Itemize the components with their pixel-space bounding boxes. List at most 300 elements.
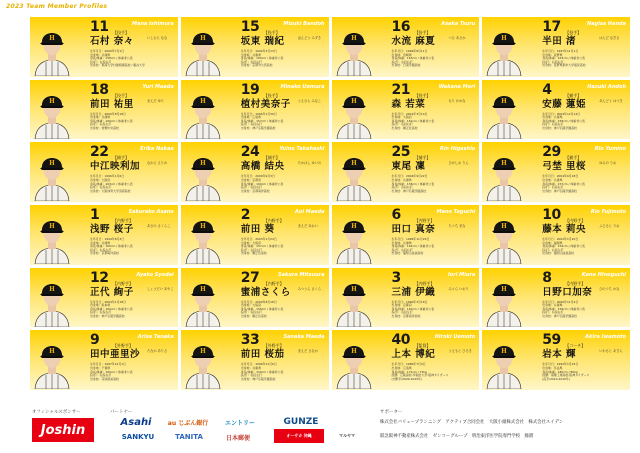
player-info xyxy=(542,50,585,68)
player-info-line: 経歴：南陽工業高校-阪神タイガース xyxy=(542,373,590,378)
player-photo-icon xyxy=(334,333,374,389)
player-card xyxy=(181,142,329,202)
uniform-number: 12 xyxy=(90,269,109,286)
player-info-line: 出身校：履正社高校 xyxy=(240,251,267,256)
player-photo xyxy=(183,333,223,389)
player-roman-name: Akira Iwamoto xyxy=(585,334,626,341)
svg-text:H: H xyxy=(350,160,357,168)
player-photo xyxy=(484,20,524,76)
uniform-number: 3 xyxy=(391,269,401,286)
player-card xyxy=(482,17,630,77)
player-info-line: 投/打：右投右打 xyxy=(542,310,564,315)
svg-text:H: H xyxy=(350,223,357,230)
player-info-line: 出身校：福知山成美高校 xyxy=(391,251,424,256)
player-info-line: 出身校：日南学園高校 xyxy=(391,63,421,68)
player-info xyxy=(392,301,435,319)
player-info xyxy=(392,238,435,256)
player-roman-name: Rio Fujimoto xyxy=(590,209,626,215)
player-position: 【内野手】 xyxy=(263,280,284,286)
player-position: 【投手】 xyxy=(414,92,431,98)
player-photo xyxy=(334,271,374,327)
svg-text:H: H xyxy=(501,348,508,356)
player-info-line: 生年月日：2004年6月18日 xyxy=(542,174,579,179)
player-info xyxy=(542,301,585,319)
player-photo xyxy=(484,271,524,327)
player-photo xyxy=(32,208,72,264)
player-kana: たぐち まな xyxy=(448,224,466,228)
player-photo xyxy=(183,83,223,139)
player-info-line: 生年月日：1994年8月3日 xyxy=(90,237,125,241)
player-card xyxy=(181,205,329,265)
player-info-line: 生年月日：1996年11月6日 xyxy=(240,362,277,367)
player-info-line: 投/打：右投右打 xyxy=(90,59,112,64)
uniform-number: 15 xyxy=(240,19,260,35)
player-grid xyxy=(30,17,630,390)
player-info-line: 出身校：神戸弘陵学園高校 xyxy=(542,188,577,193)
player-position: 【外野手】 xyxy=(263,343,284,349)
player-photo-icon xyxy=(32,83,72,139)
player-photo xyxy=(334,208,374,264)
player-photo xyxy=(183,145,223,201)
player-info-line: 出身校：履正社高校 xyxy=(391,126,418,131)
player-info-line: 出身地：大阪府 xyxy=(90,177,111,182)
player-info-line: 生年月日：1990年3月18日 xyxy=(391,299,428,304)
player-info-line: 出身地：兵庫県 xyxy=(391,240,412,245)
uniform-number: 18 xyxy=(90,81,109,98)
player-info-line: 身長/体重：157cm / 体重非公表 xyxy=(240,118,284,123)
player-name: 高橋 結央 xyxy=(240,161,285,173)
player-card xyxy=(30,330,178,390)
player-photo xyxy=(334,20,374,76)
player-name: 岩本 輝 xyxy=(542,349,577,361)
uniform-number: 4 xyxy=(542,81,552,98)
player-info-line: 投/打：右投右打 xyxy=(90,185,112,190)
player-card xyxy=(30,142,178,202)
player-position: 【外野手】 xyxy=(113,343,133,349)
player-info-line: 出身校：福知山成美高校 xyxy=(542,251,575,256)
svg-text:H: H xyxy=(501,97,508,105)
player-card xyxy=(30,17,178,77)
player-info-line: 投/打：右投右打 xyxy=(240,122,262,127)
uniform-number: 22 xyxy=(90,144,109,161)
player-info-line: 身長/体重：160cm / 体重非公表 xyxy=(240,56,284,61)
player-photo xyxy=(183,271,223,327)
player-info-line: 出身校：大阪体育大学浪商高校 xyxy=(90,188,131,193)
player-info-line: 投/打：右投右打 xyxy=(90,310,112,315)
player-info xyxy=(241,238,284,256)
player-info-line: 投/打：右投右打 xyxy=(542,122,564,127)
player-info-line: 投/打：右投右打 xyxy=(542,185,564,190)
player-photo-icon xyxy=(334,145,374,201)
player-position: 【内野手】 xyxy=(113,218,133,223)
player-info-line: 経歴：広陵高校-早稲田大学-阪神タイガース xyxy=(391,373,449,378)
player-info xyxy=(90,50,145,68)
player-kana: ふじもと りお xyxy=(599,224,620,228)
player-roman-name: Mizuki Bandoh xyxy=(283,21,325,27)
player-info-line: (投手/2010-2020年) xyxy=(542,376,570,381)
player-info-line: 身長/体重：158cm / 体重非公表 xyxy=(391,181,435,186)
player-info xyxy=(542,175,585,193)
uniform-number: 25 xyxy=(391,144,410,161)
player-info-line: 身長/体重：157cm / 体重非公表 xyxy=(542,181,585,186)
player-info-line: 身長/体重：162cm / 体重非公表 xyxy=(391,118,435,123)
player-info-line: 生年月日：1999年8月11日 xyxy=(391,49,428,53)
player-info-line: 生年月日：2004年12月14日 xyxy=(542,111,581,116)
player-photo xyxy=(484,145,524,201)
player-name: 中江映利加 xyxy=(90,161,141,173)
player-info-line: 身長/体重：160cm / 体重非公表 xyxy=(90,118,133,123)
player-info-line: 投/打：右投右打 xyxy=(90,247,112,252)
player-info xyxy=(392,50,435,68)
entry-logo: エントリー xyxy=(224,419,255,427)
player-photo-icon xyxy=(183,271,223,327)
player-info-line: 出身地：兵庫県 xyxy=(542,177,563,182)
player-info-line: 身長/体重：162cm / 体重非公表 xyxy=(391,244,435,249)
svg-text:H: H xyxy=(199,35,206,42)
player-info xyxy=(542,113,585,131)
player-photo-icon xyxy=(484,208,524,264)
uniform-number: 6 xyxy=(391,207,401,223)
player-roman-name: Aoi Maeda xyxy=(295,209,325,215)
player-photo xyxy=(334,333,374,389)
svg-text:H: H xyxy=(199,97,206,105)
player-photo xyxy=(334,145,374,201)
player-name: 田口 真奈 xyxy=(391,224,436,235)
player-info-line: 出身地：千葉県 xyxy=(90,365,111,370)
player-info-line: 出身地：大阪府 xyxy=(391,115,412,120)
player-kana: ゆみの りお xyxy=(599,161,617,166)
player-position: 【内野手】 xyxy=(565,218,586,223)
joshin-logo: Joshin xyxy=(32,418,94,442)
uniform-number: 17 xyxy=(542,19,561,35)
player-roman-name: Erika Nakae xyxy=(140,146,174,153)
player-info-line: 出身地：兵庫県 xyxy=(240,52,261,57)
player-photo-icon xyxy=(334,271,374,327)
uniform-number: 8 xyxy=(542,269,552,286)
player-info-line: 出身地：兵庫県 xyxy=(90,52,111,57)
player-info-line: 投/打：右投右打 xyxy=(240,310,262,315)
okinawa-logo: オーサカ 沖縄 xyxy=(274,429,324,443)
player-info-line: 生年月日：1996年1月6日 xyxy=(90,174,125,179)
player-info-line: 身長/体重：158cm / 体重非公表 xyxy=(542,118,585,123)
player-info xyxy=(241,301,284,319)
player-position: 【投手】 xyxy=(113,92,129,98)
player-roman-name: Sanaka Maeda xyxy=(283,334,325,341)
partner-label: パートナー xyxy=(110,410,133,415)
player-position: 【捕手】 xyxy=(565,155,582,161)
player-info-line: 身長/体重：160cm / 体重非公表 xyxy=(90,369,133,374)
player-info-line: 出身校：京都両洋高校 xyxy=(391,314,421,319)
player-info-line: 生年月日：2004年9月22日 xyxy=(391,174,428,179)
player-name: 安藤 蓮姫 xyxy=(542,98,587,110)
uniform-number: 29 xyxy=(542,144,561,161)
player-kana: うえもと ひろき xyxy=(448,349,472,354)
player-roman-name: Kana Hinoguchi xyxy=(581,271,626,278)
player-kana: いわもと あきら xyxy=(599,349,623,354)
player-photo-icon xyxy=(484,83,524,139)
player-info-line: 生年月日：1986年7月4日 xyxy=(391,362,426,367)
player-info-line: 出身校：倉敷中央高校 xyxy=(90,126,119,131)
svg-text:H: H xyxy=(350,97,357,105)
uniform-number: 2 xyxy=(240,207,250,223)
svg-text:H: H xyxy=(49,285,55,293)
player-name: 前田 桜茄 xyxy=(240,349,285,361)
uniform-number: 27 xyxy=(240,269,260,286)
svg-text:H: H xyxy=(501,285,508,293)
svg-text:H: H xyxy=(501,223,508,230)
player-info-line: 出身校：履正社高校 xyxy=(240,314,267,319)
player-info xyxy=(90,363,133,381)
player-position: 【捕手】 xyxy=(263,155,280,161)
asahi-logo: Asahi xyxy=(120,416,152,428)
player-name: 前田 祐里 xyxy=(90,98,134,110)
player-kana: まえだ さなか xyxy=(297,349,318,354)
player-info-line: 生年月日：2000年9月3日 xyxy=(240,174,275,179)
player-info-line: 身長/体重：163cm / 体重非公表 xyxy=(90,181,133,186)
player-name: 三浦 伊織 xyxy=(391,286,436,298)
player-info-line: 出身校：京都外大西高校 xyxy=(240,63,273,68)
player-info-line: 出身校：花咲徳栄高校 xyxy=(90,376,119,381)
player-photo xyxy=(32,145,72,201)
player-info-line: 身長/体重：158cm / 体重非公表 xyxy=(90,56,133,61)
player-name: 石村 奈々 xyxy=(90,36,134,47)
player-photo-icon xyxy=(183,208,223,264)
player-info-line: 身長/体重：157cm / 体重非公表 xyxy=(240,244,284,249)
player-kana: うえむら みなこ xyxy=(297,98,322,103)
player-info-line: 出身地：奈良県 xyxy=(542,365,563,370)
svg-text:H: H xyxy=(49,97,55,105)
player-roman-name: Iori Miura xyxy=(447,271,476,278)
player-info-line: 出身校：神戸弘陵学園高校 xyxy=(542,314,577,319)
player-name: 正代 絢子 xyxy=(90,286,134,298)
player-photo-icon xyxy=(32,145,72,201)
player-position: 【投手】 xyxy=(263,30,280,35)
player-info-line: 生年月日：1997年11月1日 xyxy=(542,49,579,53)
page-title: 2023 Team Member Profiles xyxy=(6,3,108,10)
svg-text:H: H xyxy=(199,348,206,356)
player-card xyxy=(181,330,329,390)
player-photo xyxy=(183,208,223,264)
player-photo-icon xyxy=(32,333,72,389)
player-info xyxy=(90,113,133,131)
svg-text:H: H xyxy=(350,348,357,356)
au-jibun-bank-logo: au じぶん銀行 xyxy=(167,419,209,427)
svg-text:H: H xyxy=(49,223,55,230)
player-position: 【内野手】 xyxy=(414,218,435,223)
player-info-line: 出身地：兵庫県 xyxy=(90,115,111,120)
player-roman-name: Sakura Mitsuura xyxy=(278,271,325,278)
player-info-line: 身長/体重：159cm / 体重非公表 xyxy=(240,369,284,374)
player-position: 【投手】 xyxy=(414,30,431,35)
player-info-line: 出身地：兵庫県 xyxy=(542,115,563,120)
player-position: 【内野手】 xyxy=(263,218,284,223)
player-photo xyxy=(32,271,72,327)
player-photo-icon xyxy=(32,20,72,76)
player-info-line: 生年月日：1994年3月13日 xyxy=(240,49,277,53)
player-name: 東尾 凜 xyxy=(391,161,426,173)
player-info-line: 出身地：大阪府 xyxy=(240,303,261,308)
player-card xyxy=(30,80,178,140)
svg-text:H: H xyxy=(350,285,357,293)
player-position: 【投手】 xyxy=(263,92,280,98)
player-info-line: 出身地：兵庫県 xyxy=(542,303,563,308)
player-card xyxy=(332,268,480,328)
uniform-number: 9 xyxy=(90,332,100,349)
player-info-line: 投/打：右投右打 xyxy=(391,122,413,127)
player-roman-name: Ayako Syodai xyxy=(136,271,174,278)
player-info-line: 身長/体重：163cm / 体重非公表 xyxy=(542,56,585,61)
player-info-line: 身長/体重：180cm / 80kg xyxy=(542,369,578,374)
player-position: 【監督】 xyxy=(414,343,431,349)
player-card xyxy=(332,330,480,390)
uniform-number: 59 xyxy=(542,332,561,349)
player-name: 浅野 桜子 xyxy=(90,224,134,235)
player-photo-icon xyxy=(32,271,72,327)
uniform-number: 24 xyxy=(240,144,260,161)
player-name: 半田 渚 xyxy=(542,36,577,47)
svg-text:H: H xyxy=(199,285,206,293)
player-card xyxy=(482,80,630,140)
player-info xyxy=(90,238,133,256)
player-info-line: 出身地：大阪府 xyxy=(240,240,261,245)
player-info-line: 出身校：神戸弘陵学園高校 xyxy=(240,126,276,131)
player-photo-icon xyxy=(484,145,524,201)
player-info-line: 身長/体重：158cm / 体重非公表 xyxy=(240,306,284,311)
player-kana: ひがしお りん xyxy=(448,161,469,166)
uniform-number: 1 xyxy=(90,207,100,223)
player-info-line: 生年月日：2002年1月20日 xyxy=(542,237,579,241)
player-info-line: 投/打：右投右打 xyxy=(391,59,413,64)
player-card xyxy=(482,268,630,328)
player-kana: つる あさか xyxy=(448,36,466,40)
player-info xyxy=(241,50,284,68)
player-name: 植村美奈子 xyxy=(240,98,291,110)
player-kana: もり わかな xyxy=(448,98,466,103)
player-info-line: 投/打：右投左打 xyxy=(90,122,112,127)
player-info xyxy=(90,175,133,193)
svg-text:H: H xyxy=(199,160,206,168)
player-info-line: 出身校：神戸弘陵学園高校 xyxy=(240,376,276,381)
player-photo-icon xyxy=(484,333,524,389)
japan-post-logo: 日本郵便 xyxy=(225,434,250,442)
player-roman-name: Hiroki Uemoto xyxy=(434,334,476,341)
player-info-line: 投/打：右投右打 xyxy=(391,247,413,252)
player-roman-name: Nagisa Handa xyxy=(586,21,626,27)
player-info-line: 身長/体重：158cm / 体重非公表 xyxy=(542,306,585,311)
player-photo-icon xyxy=(183,83,223,139)
player-kana: まえだ あおい xyxy=(297,224,318,228)
player-info-line: 投/打：右投右打 xyxy=(240,185,262,190)
svg-text:H: H xyxy=(49,35,55,42)
player-photo xyxy=(484,83,524,139)
player-info-line: 身長/体重：160cm / 体重非公表 xyxy=(90,306,133,311)
player-info-line: 投/打：右投右打 xyxy=(542,59,564,64)
player-roman-name: Wakana Mori xyxy=(438,83,476,90)
uniform-number: 16 xyxy=(391,19,410,35)
player-info-line: 生年月日：2001年3月10日 xyxy=(391,111,428,116)
player-info-line: 投/打：右投右打 xyxy=(240,247,262,252)
player-name: 水流 麻夏 xyxy=(391,36,436,47)
uniform-number: 21 xyxy=(391,81,410,98)
player-name: 森 若菜 xyxy=(391,98,426,110)
player-name: 上本 博紀 xyxy=(391,349,436,361)
player-info-line: 生年月日：1997年12月1日 xyxy=(90,362,126,367)
player-info xyxy=(90,301,133,319)
player-card xyxy=(482,142,630,202)
player-info-line: 出身校：神戸弘陵学園高校 xyxy=(391,188,427,193)
player-info-line: 投/打：右投左打 xyxy=(391,310,413,315)
player-roman-name: Rin Higashio xyxy=(439,146,476,153)
player-info-line: 身長/体重：160cm / 体重非公表 xyxy=(240,181,284,186)
player-position: 【コーチ】 xyxy=(565,343,586,349)
player-info-line: 身長/体重：160cm / 体重非公表 xyxy=(90,244,133,249)
player-position: 【内野手】 xyxy=(414,280,435,286)
player-info-line: 出身地：兵庫県 xyxy=(240,365,261,370)
player-card xyxy=(30,205,178,265)
player-roman-name: Arisa Tanaka xyxy=(137,334,174,341)
player-info-line: 生年月日：2000年11月4日 xyxy=(542,299,579,304)
player-position: 【内野手】 xyxy=(113,280,133,286)
svg-text:H: H xyxy=(199,223,206,230)
player-info-line: 生年月日：1995年1月30日 xyxy=(240,111,277,116)
player-name: 蜜浦さくら xyxy=(240,286,291,298)
player-info xyxy=(241,363,284,381)
player-info-line: 出身校：神戸弘陵学園高校 xyxy=(542,126,577,131)
player-kana: いしむら なな xyxy=(147,36,168,40)
gunze-logo: GUNZE xyxy=(283,417,319,427)
player-info-line: (内野手/2009-2020年) xyxy=(391,376,423,381)
player-card xyxy=(332,205,480,265)
svg-text:H: H xyxy=(501,160,508,168)
player-info-line: 出身地：長野県 xyxy=(542,52,563,57)
player-photo-icon xyxy=(183,20,223,76)
player-info-line: 身長/体重：172cm / 73kg xyxy=(391,369,427,374)
player-kana: みうら いおり xyxy=(448,286,469,291)
player-name: 田中亜里沙 xyxy=(90,349,141,361)
supporter-line-1: 株式会社バリュープランニング アクティブ合同会社 大阪小頭株式会社 株式会社スイデン xyxy=(380,420,564,425)
player-name: 藤本 莉央 xyxy=(542,224,587,235)
svg-text:H: H xyxy=(49,160,55,168)
uniform-number: 40 xyxy=(391,332,410,349)
player-info-line: 出身校：京都両洋高校 xyxy=(240,188,270,193)
svg-text:H: H xyxy=(49,348,55,356)
player-roman-name: Sakurako Asano xyxy=(128,209,174,215)
player-name: 日野口加奈 xyxy=(542,286,593,298)
player-info-line: 生年月日：1996年11月29日 xyxy=(391,237,430,241)
player-photo xyxy=(32,83,72,139)
player-info-line: 投/打：右投左打 xyxy=(240,373,262,378)
player-roman-name: Minako Uemura xyxy=(280,83,325,90)
player-photo-icon xyxy=(32,208,72,264)
player-info-line: 出身地：兵庫県 xyxy=(391,177,412,182)
player-info-line: 出身地：兵庫県 xyxy=(90,240,111,245)
player-card xyxy=(332,142,480,202)
player-photo-icon xyxy=(183,333,223,389)
uniform-number: 11 xyxy=(90,19,109,35)
player-name: 前田 葵 xyxy=(240,224,275,235)
player-roman-name: Yuino Takahashi xyxy=(279,146,325,153)
player-info xyxy=(392,363,449,381)
player-info-line: 出身地：宮崎県 xyxy=(391,52,412,57)
player-kana: みつうら さくら xyxy=(297,286,322,291)
player-kana: まえだ ゆり xyxy=(147,98,164,103)
player-photo-icon xyxy=(334,208,374,264)
player-info-line: 出身地：熊本県 xyxy=(90,303,111,308)
player-card xyxy=(181,80,329,140)
player-kana: ひのぐち かな xyxy=(599,286,620,291)
player-info-line: 投/打：右投右打 xyxy=(240,59,262,64)
player-info-line: 出身地：京都府 xyxy=(391,303,412,308)
